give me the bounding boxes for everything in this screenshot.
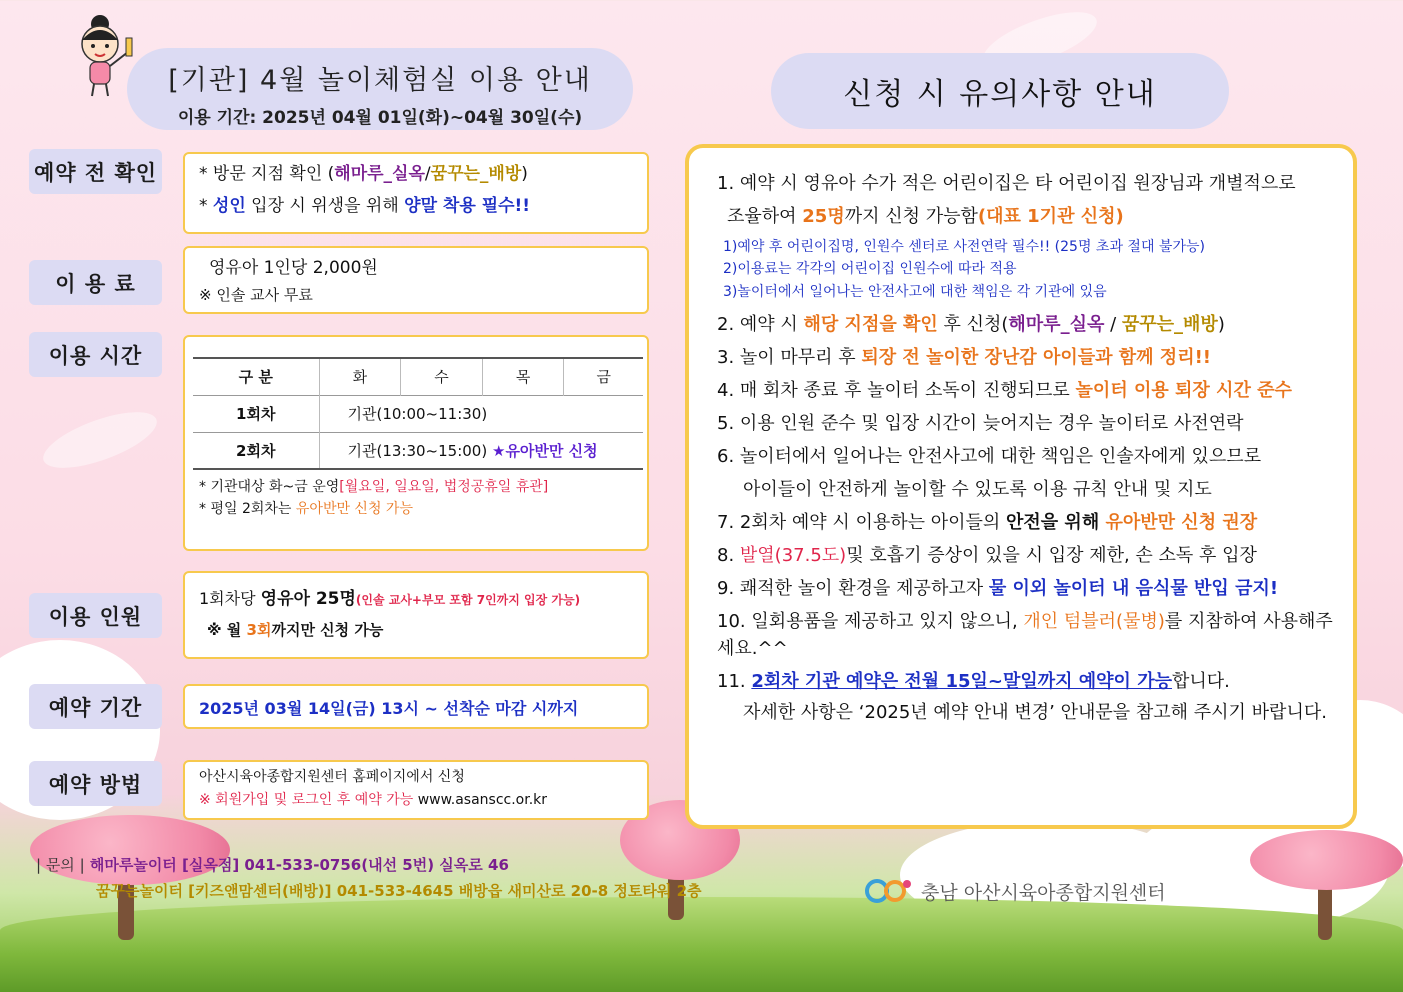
- notice-item-3: 3. 놀이 마무리 후 퇴장 전 놀이한 장난감 아이들과 함께 정리!!: [717, 347, 1212, 369]
- period-label: 예약 기간: [29, 684, 162, 729]
- notice-panel: [685, 144, 1357, 829]
- table-row: 2회차 기관(13:30~15:00) ★유아반만 신청: [193, 432, 643, 469]
- method-line1: 아산시육아종합지원센터 홈페이지에서 신청: [199, 769, 465, 785]
- pre-check-box: [183, 152, 649, 234]
- notice-item-8: 8. 발열(37.5도)및 호흡기 증상이 있을 시 입장 제한, 손 소독 후 입장: [717, 545, 1257, 567]
- homepage-link[interactable]: www.asanscc.or.kr: [413, 792, 548, 808]
- fee-box: [183, 246, 649, 314]
- petal-decoration: [37, 401, 163, 480]
- table-header: 화: [319, 358, 401, 395]
- infant-only-badge: ★유아반만 신청: [492, 441, 598, 460]
- notice-item-4: 4. 매 회차 종료 후 놀이터 소독이 진행되므로 놀이터 이용 퇴장 시간 준수: [717, 380, 1292, 402]
- grass-ground: [0, 897, 1403, 992]
- fee-label: 이 용 료: [29, 260, 162, 305]
- notice-item-10: 10. 일회용품을 제공하고 있지 않으니, 개인 텀블러(물병)를 지참하여 사용해주세요.^^: [717, 611, 1333, 660]
- cherry-tree-icon: [1250, 830, 1403, 890]
- method-line2: ※ 회원가입 및 로그인 후 예약 가능 www.asanscc.or.kr: [199, 792, 548, 808]
- right-title: 신청 시 유의사항 안내: [771, 53, 1229, 129]
- table-header: 구 분: [193, 358, 319, 395]
- time-label: 이용 시간: [29, 332, 162, 377]
- pre-check-label: 예약 전 확인: [29, 149, 162, 194]
- table-row: 1회차 기관(10:00~11:30): [193, 395, 643, 432]
- schedule-table: [193, 357, 643, 470]
- period-line: 2025년 03월 14일(금) 13시 ~ 선착순 마감 시까지: [199, 699, 579, 718]
- method-box: [183, 760, 649, 820]
- people-box: [183, 571, 649, 659]
- notice-item-11: 11. 2회차 기관 예약은 전월 15일~말일까지 예약이 가능합니다. 자세한 사항은 ‘2025년 예약 안내 변경’ 안내문을 참고해 주시기 바랍니다.: [717, 671, 1327, 724]
- people-label: 이용 인원: [29, 593, 162, 638]
- contact-line2: 꿈꾸는놀이터 [키즈앤맘센터(배방)] 041-533-4645 배방읍 새미산로 20-8 정토타워 2층: [96, 882, 702, 901]
- contact-label: | 문의 |: [36, 856, 85, 874]
- contact-line1: 해마루놀이터 [실옥점] 041-533-0756(내선 5번) 실옥로 46: [89, 856, 509, 874]
- contact-info: [36, 852, 702, 905]
- notice-item-6: 6. 놀이터에서 일어나는 안전사고에 대한 책임은 인솔자에게 있으므로 아이들이 안전하게 놀이할 수 있도록 이용 규칙 안내 및 지도: [717, 446, 1262, 501]
- period-box: [183, 684, 649, 729]
- notice-item-7: 7. 2회차 예약 시 이용하는 아이들의 안전을 위해 유아반만 신청 권장: [717, 512, 1258, 534]
- people-line2: ※ 월 3회까지만 신청 가능: [207, 620, 384, 639]
- usage-period: 이용 기간: 2025년 04월 01일(화)~04월 30일(수): [177, 108, 583, 128]
- fee-line1: 영유아 1인당 2,000원: [209, 258, 378, 278]
- org-logo: [865, 876, 1166, 906]
- org-name: 충남 아산시육아종합지원센터: [921, 881, 1166, 904]
- left-header: [127, 48, 633, 130]
- left-title: [기관] 4월 놀이체험실 이용 안내: [168, 65, 592, 96]
- fee-line2: ※ 인솔 교사 무료: [199, 285, 313, 304]
- method-label: 예약 방법: [29, 761, 162, 806]
- notice-item-1: 1. 예약 시 영유아 수가 적은 어린이집은 타 어린이집 원장님과 개별적으로 조율하여 25명까지 신청 가능함(대표 1기관 신청): [717, 173, 1296, 227]
- time-notes: * 기관대상 화~금 운영[월요일, 일요일, 법정공휴일 휴관] * 평일 2회차는 유아반만 신청 가능: [199, 479, 549, 518]
- notice-item-5: 5. 이용 인원 준수 및 입장 시간이 늦어지는 경우 놀이터로 사전연락: [717, 413, 1244, 435]
- table-header: 목: [482, 358, 564, 395]
- table-header: 수: [401, 358, 483, 395]
- notice-item-2: 2. 예약 시 해당 지점을 확인 후 신청(해마루_실옥 / 꿈꾸는_배방): [717, 314, 1225, 336]
- pre-check-line1: * 방문 지점 확인 (해마루_실옥/꿈꾸는_배방): [199, 164, 528, 184]
- time-box: [183, 335, 649, 551]
- people-line1: 1회차당 영유아 25명(인솔 교사+부모 포함 7인까지 입장 가능): [199, 589, 581, 609]
- pre-check-line2: * 성인 입장 시 위생을 위해 양말 착용 필수!!: [199, 195, 531, 216]
- notice-item-9: 9. 쾌적한 놀이 환경을 제공하고자 물 이외 놀이터 내 음식물 반입 금지!: [717, 578, 1279, 600]
- table-header: 금: [564, 358, 643, 395]
- center-logo-icon: [865, 876, 913, 906]
- notice-subitems: 1)예약 후 어린이집명, 인원수 센터로 사전연락 필수!! (25명 초과 절대 불가능) 2)이용료는 각각의 어린이집 인원수에 따라 적용 3)놀이터에서 일어나는 안전사고에 대한 책임은 각 기관에 있음: [723, 239, 1205, 300]
